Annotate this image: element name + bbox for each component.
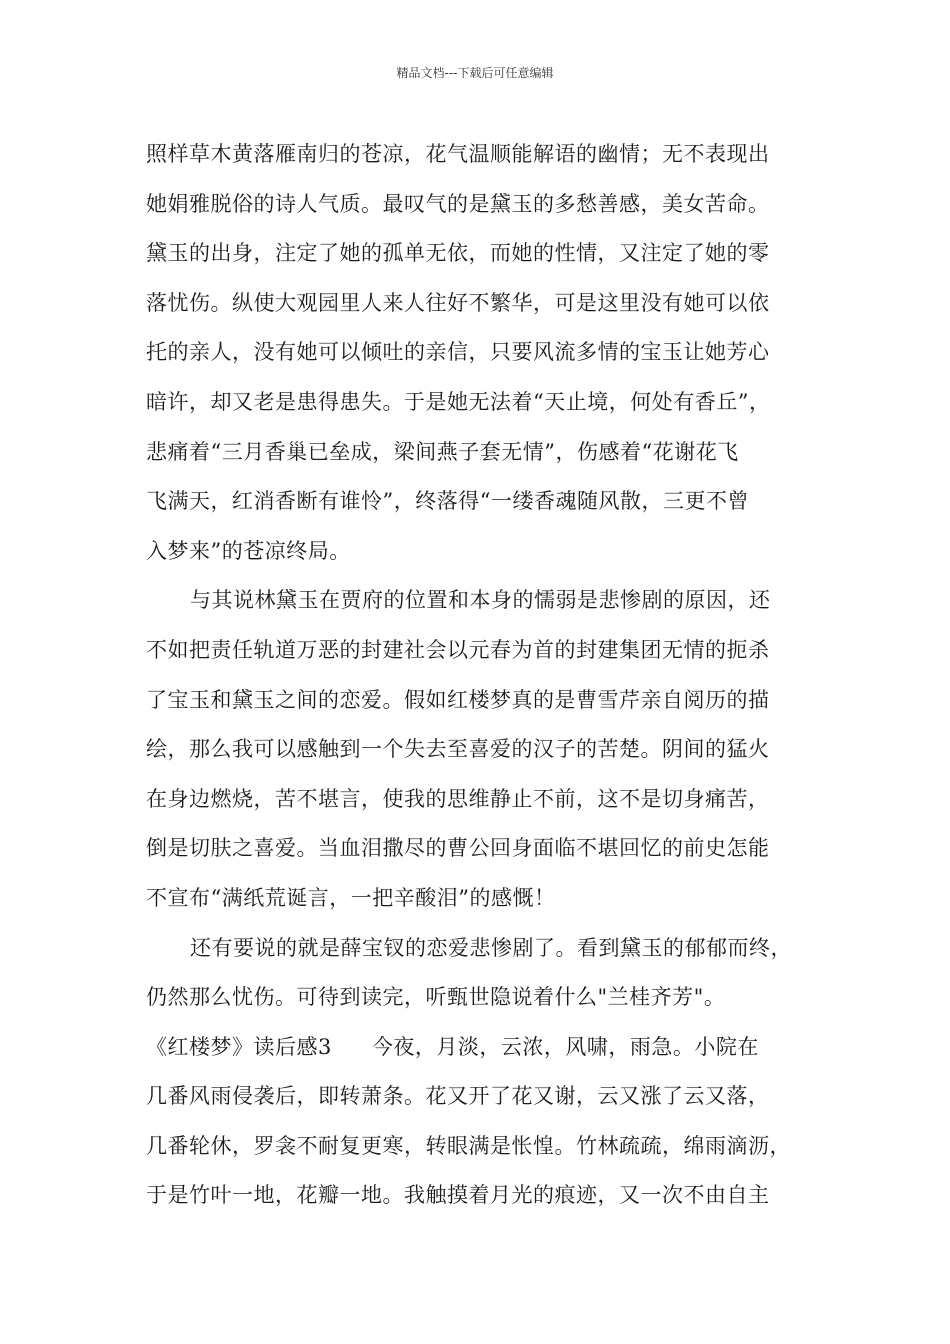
page-header: 精品文档---下载后可任意编辑 xyxy=(396,66,554,80)
text-line: 几番轮休，罗衾不耐复更寒，转眼满是怅惶。竹林疏疏，绵雨滴沥， xyxy=(146,1133,791,1158)
text-line: 于是竹叶一地，花瓣一地。我触摸着月光的痕迹，又一次不由自主 xyxy=(146,1183,770,1208)
text-line: 了宝玉和黛玉之间的恋爱。假如红楼梦真的是曹雪芹亲自阅历的描 xyxy=(146,687,770,712)
document-body xyxy=(146,130,836,1221)
section-title-line xyxy=(146,1023,836,1073)
text-line: 悲痛着“三月香巢已垒成，梁间燕子套无情”，伤感着“花谢花飞 xyxy=(146,439,739,464)
text-line: 在身边燃烧，苦不堪言，使我的思维静止不前，这不是切身痛苦， xyxy=(146,786,770,811)
text-line: 托的亲人，没有她可以倾吐的亲信，只要风流多情的宝玉让她芳心 xyxy=(146,340,770,365)
text-line: 照样草木黄落雁南归的苍凉，花气温顺能解语的幽情；无不表现出 xyxy=(146,142,770,166)
text-line: 暗许，却又老是患得患失。于是她无法着“天止境，何处有香丘”， xyxy=(146,389,771,414)
text-line: 落忧伤。纵使大观园里人来人往好不繁华，可是这里没有她可以依 xyxy=(146,290,770,315)
paragraph-first-line: 与其说林黛玉在贾府的位置和本身的懦弱是悲惨剧的原因，还 xyxy=(190,588,771,613)
text-line: 入梦来”的苍凉终局。 xyxy=(146,538,351,563)
section-opening-text: 今夜，月淡，云浓，风啸，雨急。小院在 xyxy=(371,1034,759,1059)
paragraph-first-line: 还有要说的就是薛宝钗的恋爱悲惨剧了。看到黛玉的郁郁而终， xyxy=(190,935,792,960)
text-line: 倒是切肤之喜爱。当血泪撒尽的曹公回身面临不堪回忆的前史怎能 xyxy=(146,836,770,861)
text-line: 飞满天，红消香断有谁怜”，终落得“一缕香魂随风散，三更不曾 xyxy=(146,489,749,514)
text-line: 绘，那么我可以感触到一个失去至喜爱的汉子的苦楚。阴间的猛火 xyxy=(146,737,770,762)
text-line: 不宣布“满纸荒诞言，一把辛酸泪”的感慨！ xyxy=(146,885,556,910)
text-line: 黛玉的出身，注定了她的孤单无依，而她的性情，又注定了她的零 xyxy=(146,241,770,266)
text-line: 几番风雨侵袭后，即转萧条。花又开了花又谢，云又涨了云又落， xyxy=(146,1084,770,1109)
text-line: 她娟雅脱俗的诗人气质。最叹气的是黛玉的多愁善感，美女苦命。 xyxy=(146,191,770,216)
section-title: 《红楼梦》读后感3 xyxy=(146,1034,332,1059)
text-line: 仍然那么忧伤。可待到读完，听甄世隐说着什么"兰桂齐芳"。 xyxy=(146,985,726,1010)
text-line: 不如把责任轨道万恶的封建社会以元春为首的封建集团无情的扼杀 xyxy=(146,637,770,662)
